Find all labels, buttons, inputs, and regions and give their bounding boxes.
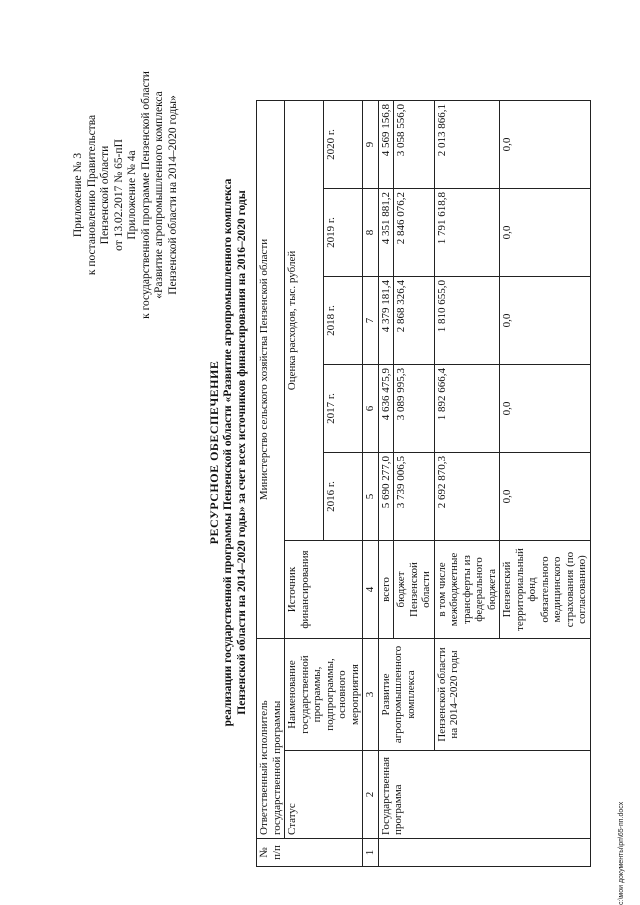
col-num: 2 bbox=[363, 751, 379, 839]
appendix-line: к государственной программе Пензенской области bbox=[139, 71, 152, 319]
resource-table bbox=[256, 100, 591, 867]
appendix-line: Приложение № 3 bbox=[72, 152, 84, 238]
value-cell: 3 089 995,3 bbox=[394, 365, 435, 453]
value-cell: 5 690 277,0 bbox=[378, 453, 394, 541]
responsible-label: Ответственный исполнитель государственной программы bbox=[257, 639, 285, 839]
value-cell: 3 739 006,5 bbox=[394, 453, 435, 541]
appendix-line: Пензенской области на 2014–2020 годы» bbox=[166, 95, 179, 295]
year-2016: 2016 г. bbox=[324, 453, 363, 541]
value-cell: 4 569 156,8 bbox=[378, 101, 394, 189]
column-number-row bbox=[363, 101, 379, 867]
header-row-responsible bbox=[257, 101, 285, 867]
status-cell: Государственная программа bbox=[378, 751, 590, 839]
header-status: Статус bbox=[285, 751, 363, 839]
header-source: Источник финансирования bbox=[285, 541, 363, 639]
header-name: Наименование государственной программы, подпрограммы, основного мероприятия bbox=[285, 639, 363, 751]
source-cell: бюджет Пензенской области bbox=[394, 541, 435, 639]
value-cell: 0,0 bbox=[500, 277, 591, 365]
value-cell: 1 791 618,8 bbox=[434, 189, 500, 277]
year-2019: 2019 г. bbox=[324, 189, 363, 277]
source-cell: Пензенский территориальный фонд обязательного медицинского страхования (по согласованию) bbox=[500, 541, 591, 639]
value-cell: 2 846 076,2 bbox=[394, 189, 435, 277]
col-num: 7 bbox=[363, 277, 379, 365]
document-title bbox=[207, 30, 249, 875]
responsible-value: Министерство сельского хозяйства Пензенской области bbox=[257, 101, 285, 639]
file-path-footer: c:\мои документы\рп\65-пп.docx bbox=[618, 801, 625, 905]
appendix-line: «Развитие агропромышленного комплекса bbox=[153, 91, 165, 299]
value-cell: 4 351 881,2 bbox=[378, 189, 394, 277]
appendix-line: от 13.02.2017 № 65-пП bbox=[112, 139, 125, 251]
year-2017: 2017 г. bbox=[324, 365, 363, 453]
header-num: № п/п bbox=[257, 839, 363, 867]
title-heading: РЕСУРСНОЕ ОБЕСПЕЧЕНИЕ bbox=[207, 360, 221, 545]
value-cell: 2 692 870,3 bbox=[434, 453, 500, 541]
header-row-main bbox=[285, 101, 324, 867]
table-row bbox=[378, 101, 394, 867]
header-estimate: Оценка расходов, тыс. рублей bbox=[285, 101, 324, 541]
col-num: 8 bbox=[363, 189, 379, 277]
col-num: 5 bbox=[363, 453, 379, 541]
appendix-line: Приложение № 4а bbox=[126, 150, 138, 240]
col-num: 3 bbox=[363, 639, 379, 751]
program-name-part2: Пензенской области на 2014–2020 годы bbox=[434, 639, 590, 751]
appendix-line: Пензенской области bbox=[99, 145, 111, 245]
appendix-line: к постановлению Правительства bbox=[85, 114, 98, 276]
value-cell: 2 868 326,4 bbox=[394, 277, 435, 365]
value-cell: 4 379 181,4 bbox=[378, 277, 394, 365]
col-num: 6 bbox=[363, 365, 379, 453]
value-cell: 0,0 bbox=[500, 189, 591, 277]
col-num: 4 bbox=[363, 541, 379, 639]
title-subheading: реализации государственной программы Пензенской области «Развитие агропромышленного комплекса bbox=[222, 178, 234, 727]
value-cell: 2 013 866,1 bbox=[434, 101, 500, 189]
row-num-cell bbox=[378, 839, 590, 867]
value-cell: 0,0 bbox=[500, 453, 591, 541]
year-2020: 2020 г. bbox=[324, 101, 363, 189]
year-2018: 2018 г. bbox=[324, 277, 363, 365]
value-cell: 0,0 bbox=[500, 101, 591, 189]
value-cell: 4 636 475,9 bbox=[378, 365, 394, 453]
title-subheading: Пензенской области на 2014–2020 годы» за счет всех источников финансирования на 2016–2020 годы bbox=[236, 190, 248, 715]
source-cell: в том числе межбюджетные трансферты из федерального бюджета bbox=[434, 541, 500, 639]
col-num: 9 bbox=[363, 101, 379, 189]
value-cell: 0,0 bbox=[500, 365, 591, 453]
col-num: 1 bbox=[363, 839, 379, 867]
value-cell: 1 892 666,4 bbox=[434, 365, 500, 453]
program-name-part1: Развитие агропромышленного комплекса bbox=[378, 639, 434, 751]
value-cell: 3 058 556,0 bbox=[394, 101, 435, 189]
value-cell: 1 810 655,0 bbox=[434, 277, 500, 365]
appendix-block bbox=[72, 45, 180, 345]
source-cell: всего bbox=[378, 541, 394, 639]
